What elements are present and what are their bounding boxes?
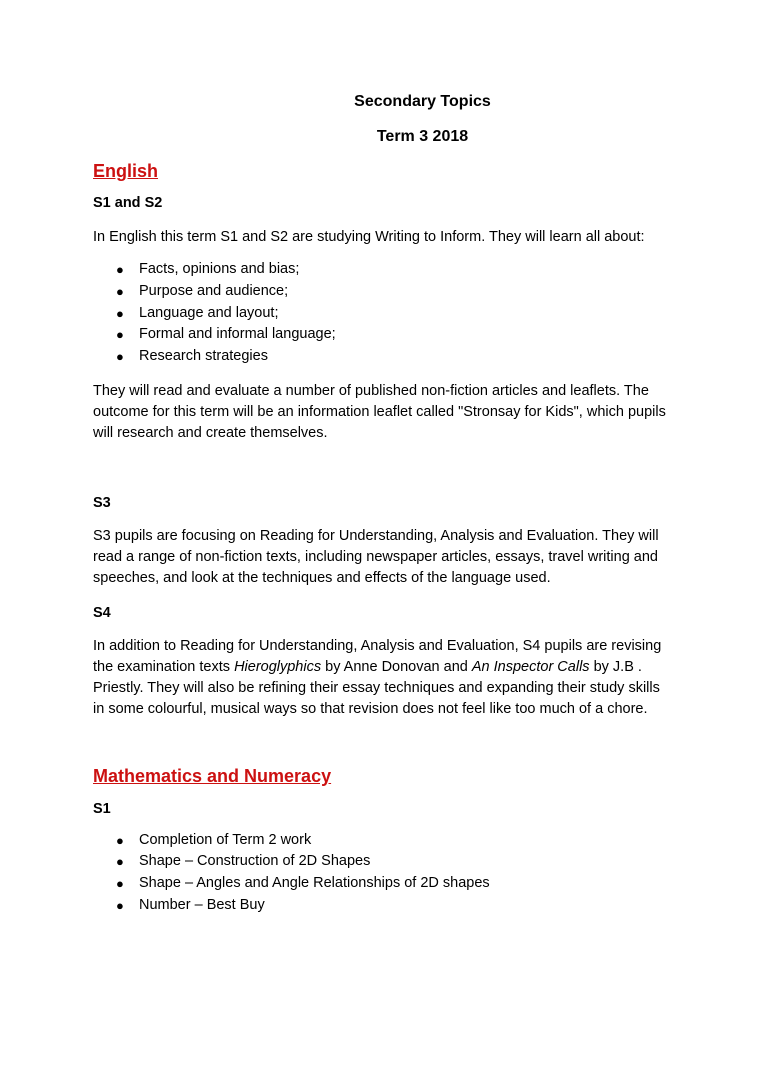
list-item-text: Facts, opinions and bias; xyxy=(139,261,300,278)
bullet-icon: ● xyxy=(116,876,124,892)
english-s1s2-intro: In English this term S1 and S2 are studying Writing to Inform. They will learn all about: xyxy=(93,229,645,245)
list-item xyxy=(116,851,672,873)
bullet-icon: ● xyxy=(116,832,124,848)
bullet-icon: ● xyxy=(116,262,124,278)
list-item-text: Number – Best Buy xyxy=(139,896,265,913)
english-heading: English xyxy=(93,161,159,181)
document-subtitle: Term 3 2018 xyxy=(376,128,469,145)
bullet-icon: ● xyxy=(116,897,124,913)
maths-heading: Mathematics and Numeracy xyxy=(93,765,332,786)
list-item-text: Purpose and audience; xyxy=(139,283,289,299)
maths-s1-label: S1 xyxy=(93,800,111,817)
list-item-text: Shape – Construction of 2D Shapes xyxy=(139,853,371,870)
document-title: Secondary Topics xyxy=(354,93,491,110)
list-item xyxy=(116,303,672,325)
english-s3-text: S3 pupils are focusing on Reading for Understanding, Analysis and Evaluation. They will read a range of non-fiction texts, including newspaper articles, essays, travel writing and speeches, and look at the techniques and effects of the language used. xyxy=(93,527,659,587)
english-s3-label: S3 xyxy=(93,494,111,511)
english-s4-text xyxy=(93,636,672,721)
maths-s1-bullet-list xyxy=(93,830,672,917)
bullet-icon: ● xyxy=(116,284,124,299)
list-item-text: Completion of Term 2 work xyxy=(139,831,312,848)
s4-text-part-b: by Anne Donovan and xyxy=(321,658,472,675)
list-item xyxy=(116,324,672,346)
s4-text-part-c: by J.B . Priestly. They will also be refining their essay techniques and expanding their study skills in some colourful, musical ways so that revision does not feel like too much of a chore. xyxy=(93,658,660,718)
english-s1s2-bullet-list xyxy=(93,259,672,368)
list-item xyxy=(116,895,672,917)
bullet-icon: ● xyxy=(116,327,124,343)
bullet-icon: ● xyxy=(116,305,124,321)
list-item xyxy=(116,346,672,368)
book-title-hieroglyphics: Hieroglyphics xyxy=(234,658,322,675)
bullet-icon: ● xyxy=(116,349,124,365)
english-s1s2-outro: They will read and evaluate a number of published non-fiction articles and leaflets. The outcome for this term will be an information leaflet called "Stronsay for Kids", which pupils will research and create themselves. xyxy=(93,382,666,442)
bullet-icon: ● xyxy=(116,854,124,870)
list-item-text: Research strategies xyxy=(139,348,268,365)
english-s4-label: S4 xyxy=(93,604,111,621)
list-item xyxy=(116,830,672,852)
english-s1s2-label: S1 and S2 xyxy=(93,195,163,211)
list-item xyxy=(116,873,672,895)
book-title-inspector-calls: An Inspector Calls xyxy=(471,658,590,675)
list-item-text: Language and layout; xyxy=(139,304,279,321)
list-item-text: Shape – Angles and Angle Relationships of 2D shapes xyxy=(139,875,490,892)
s4-text-part-a: In addition to Reading for Understanding, Analysis and Evaluation, S4 pupils are revising the examination texts xyxy=(93,637,662,675)
list-item xyxy=(116,259,672,281)
list-item-text: Formal and informal language; xyxy=(139,326,336,343)
list-item xyxy=(116,281,672,303)
